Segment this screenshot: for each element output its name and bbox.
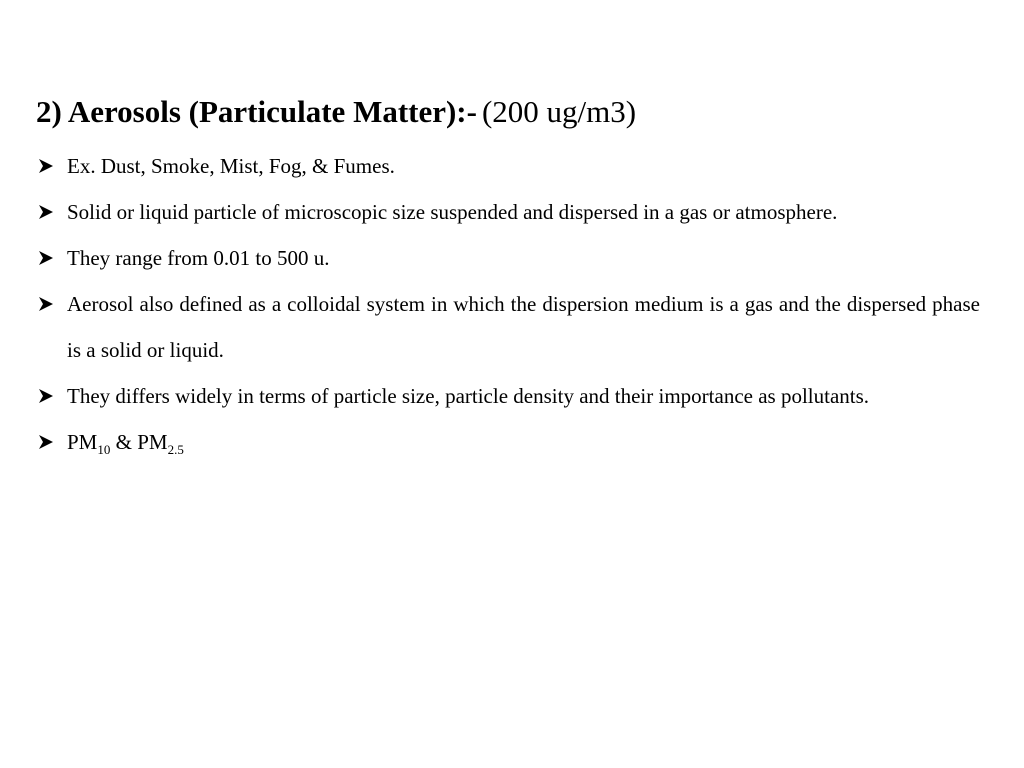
arrow-bullet-icon: [38, 419, 58, 465]
list-item: [36, 373, 980, 419]
arrow-bullet-icon: [38, 235, 58, 281]
list-item-pm: [36, 419, 980, 465]
heading-title: Aerosols (Particulate Matter):-: [67, 94, 477, 129]
slide-heading: [36, 93, 636, 131]
pm25-subscript: 2.5: [167, 442, 184, 458]
list-item: [36, 143, 980, 189]
heading-number: 2): [36, 94, 62, 129]
bullet-text: Ex. Dust, Smoke, Mist, Fog, & Fumes.: [67, 154, 395, 178]
arrow-bullet-icon: [38, 373, 58, 419]
bullet-list: [36, 143, 980, 465]
list-item: [36, 235, 980, 281]
arrow-bullet-icon: [38, 143, 58, 189]
bullet-text: Solid or liquid particle of microscopic size suspended and dispersed in a gas or atmosphere.: [67, 200, 838, 224]
list-item: [36, 189, 980, 235]
pm-connector: &: [115, 430, 132, 454]
pm25-prefix: PM: [137, 430, 168, 454]
heading-value: (200 ug/m3): [481, 94, 637, 129]
list-item: [36, 281, 980, 373]
pm10-prefix: PM: [67, 430, 98, 454]
arrow-bullet-icon: [38, 281, 58, 327]
bullet-text: They range from 0.01 to 500 u.: [67, 246, 330, 270]
bullet-text: Aerosol also defined as a colloidal system in which the dispersion medium is a gas and the dispersed phase is a solid or liquid.: [67, 292, 980, 362]
pm10-label: [67, 430, 111, 458]
pm10-subscript: 10: [97, 442, 111, 458]
pm25-label: [137, 430, 184, 458]
arrow-bullet-icon: [38, 189, 58, 235]
bullet-text: They differs widely in terms of particle size, particle density and their importance as pollutants.: [67, 384, 870, 408]
